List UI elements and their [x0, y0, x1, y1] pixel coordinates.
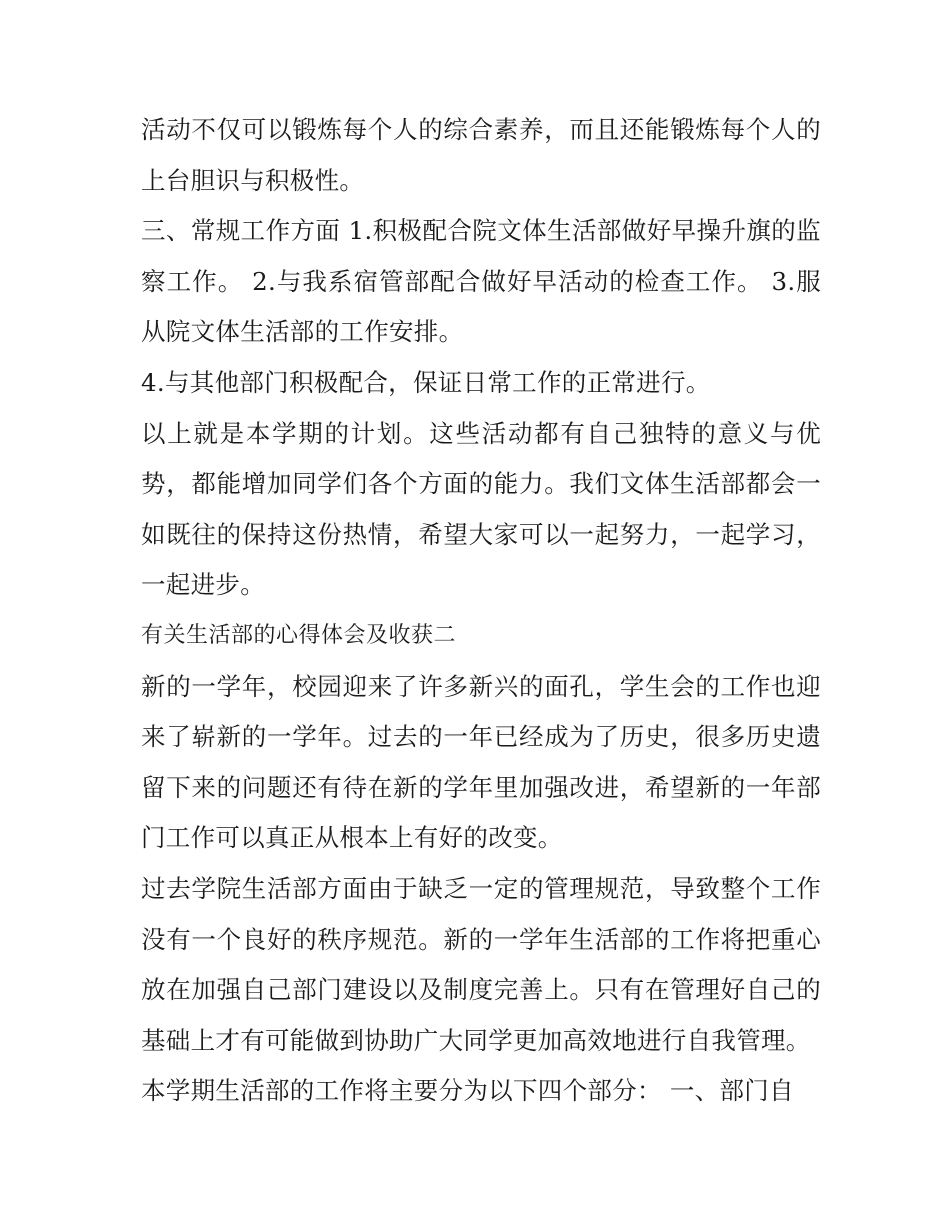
paragraph-activity-benefits: 活动不仅可以锻炼每个人的综合素养，而且还能锻炼每个人的上台胆识与积极性。: [141, 115, 821, 195]
section-title: 有关生活部的心得体会及收获二: [141, 622, 457, 648]
paragraph-management: 过去学院生活部方面由于缺乏一定的管理规范，导致整个工作没有一个良好的秩序规范。新的一学年生活部的工作将把重心放在加强自己部门建设以及制度完善上。只有在管理好自己的基础上才有可能做到协助广大同学更加高效地进行自我管理。: [141, 873, 821, 1055]
paragraph-new-year: 新的一学年，校园迎来了许多新兴的面孔，学生会的工作也迎来了崭新的一学年。过去的一年已经成为了历史，很多历史遗留下来的问题还有待在新的学年里加强改进，希望新的一年部门工作可以真正从根本上有好的改变。: [141, 671, 821, 853]
paragraph-plan-summary: 以上就是本学期的计划。这些活动都有自己独特的意义与优势，都能增加同学们各个方面的能力。我们文体生活部都会一如既往的保持这份热情，希望大家可以一起努力，一起学习，一起进步。: [141, 418, 821, 600]
paragraph-cooperation: 4.与其他部门积极配合，保证日常工作的正常进行。: [141, 367, 711, 397]
paragraph-work-parts: 本学期生活部的工作将主要分为以下四个部分： 一、部门自: [141, 1076, 794, 1106]
document-body: [141, 105, 821, 1117]
paragraph-routine-work: 三、常规工作方面 1.积极配合院文体生活部做好早操升旗的监察工作。 2.与我系宿管部配合做好早活动的检查工作。 3.服从院文体生活部的工作安排。: [141, 216, 821, 347]
